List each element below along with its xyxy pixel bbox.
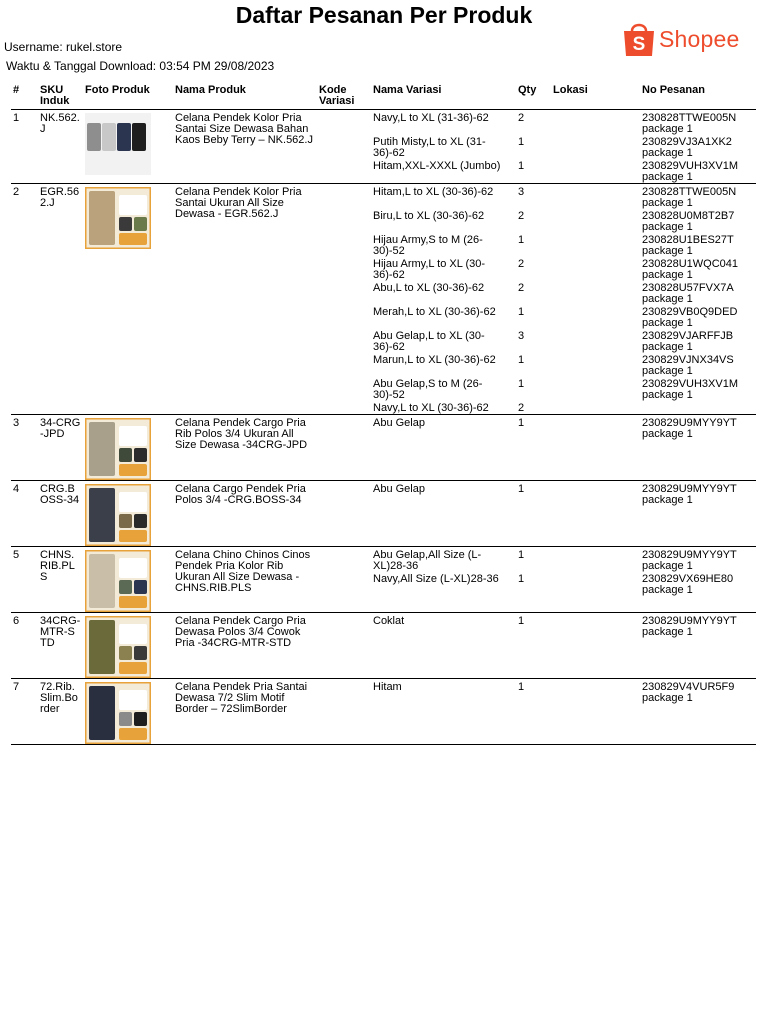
variant-name: Abu Gelap — [373, 417, 425, 429]
qty-cell — [516, 110, 551, 184]
variant-qty: 1 — [518, 417, 525, 429]
location-cell — [551, 613, 640, 679]
variant-names-cell — [371, 110, 516, 184]
table-row — [11, 184, 756, 415]
variant-qty: 3 — [518, 330, 525, 342]
variant-code-cell — [317, 679, 371, 745]
variant-names-cell — [371, 415, 516, 481]
shopee-logo-text: Shopee — [659, 25, 740, 52]
table-header-row — [11, 84, 756, 110]
row-number: 5 — [11, 547, 38, 613]
sku-cell: 34CRG-MTR-STD — [38, 613, 83, 679]
photo-cell — [83, 481, 173, 547]
variant-qty: 2 — [518, 112, 525, 124]
variant-qty: 3 — [518, 186, 525, 198]
location-cell — [551, 547, 640, 613]
order-no-cell — [640, 110, 756, 184]
variant-names-cell — [371, 481, 516, 547]
variant-qty: 1 — [518, 160, 525, 172]
row-number: 1 — [11, 110, 38, 184]
order-number: 230828U0M8T2B7 package 1 — [642, 210, 735, 233]
order-number: 230829U9MYY9YT package 1 — [642, 417, 737, 440]
variant-name: Navy,L to XL (30-36)-62 — [373, 402, 489, 414]
location-cell — [551, 481, 640, 547]
shopee-logo — [622, 20, 740, 58]
shopee-bag-icon — [622, 20, 656, 58]
variant-code-cell — [317, 184, 371, 415]
qty-cell — [516, 613, 551, 679]
sku-cell: 34-CRG-JPD — [38, 415, 83, 481]
variant-name: Hitam — [373, 681, 402, 693]
variant-name: Abu Gelap — [373, 483, 425, 495]
variant-qty: 1 — [518, 234, 525, 246]
shorts-photo — [85, 616, 151, 678]
table-row — [11, 110, 756, 184]
variant-name: Abu Gelap,L to XL (30-36)-62 — [373, 330, 485, 353]
photo-cell — [83, 547, 173, 613]
row-number: 3 — [11, 415, 38, 481]
location-cell — [551, 110, 640, 184]
username-label: Username: rukel.store — [4, 40, 123, 54]
order-number: 230828U1BES27T package 1 — [642, 234, 734, 257]
variant-name: Abu Gelap,S to M (26-30)-52 — [373, 378, 483, 401]
col-header-photo: Foto Produk — [83, 84, 173, 110]
order-number: 230828TTWE005N package 1 — [642, 112, 737, 135]
sku-cell: 72.Rib.Slim.Border — [38, 679, 83, 745]
order-number: 230829VUH3XV1M package 1 — [642, 160, 739, 183]
variant-name: Coklat — [373, 615, 405, 627]
qty-cell — [516, 415, 551, 481]
shorts-photo — [85, 682, 151, 744]
order-number: 230829U9MYY9YT package 1 — [642, 549, 737, 572]
sku-cell: NK.562.J — [38, 110, 83, 184]
qty-cell — [516, 481, 551, 547]
order-no-cell — [640, 679, 756, 745]
photo-cell — [83, 613, 173, 679]
variant-qty: 1 — [518, 549, 525, 561]
variant-name: Navy,L to XL (31-36)-62 — [373, 112, 489, 124]
variant-name: Putih Misty,L to XL (31-36)-62 — [373, 136, 486, 159]
shorts-photo — [85, 484, 151, 546]
order-no-cell — [640, 613, 756, 679]
variant-names-cell — [371, 184, 516, 415]
table-row — [11, 613, 756, 679]
product-name-cell: Celana Pendek Cargo Pria Dewasa Polos 3/4 Cowok Pria -34CRG-MTR-STD — [173, 613, 317, 679]
order-number: 230829V4VUR5F9 package 1 — [642, 681, 735, 704]
sku-cell: CHNS.RIB.PLS — [38, 547, 83, 613]
order-no-cell — [640, 415, 756, 481]
photo-cell — [83, 415, 173, 481]
table-row — [11, 415, 756, 481]
orders-table — [11, 84, 756, 745]
variant-names-cell — [371, 547, 516, 613]
variant-name: Hijau Army,S to M (26-30)-52 — [373, 234, 483, 257]
product-name-cell: Celana Chino Chinos Cinos Pendek Pria Kolor Rib Ukuran All Size Dewasa - CHNS.RIB.PLS — [173, 547, 317, 613]
sku-cell: CRG.BOSS-34 — [38, 481, 83, 547]
order-no-cell — [640, 547, 756, 613]
variant-qty: 1 — [518, 306, 525, 318]
location-cell — [551, 184, 640, 415]
order-number: 230828U57FVX7A package 1 — [642, 282, 734, 305]
variant-names-cell — [371, 679, 516, 745]
variant-qty: 2 — [518, 282, 525, 294]
order-number: 230828U1WQC041 package 1 — [642, 258, 739, 281]
row-number: 7 — [11, 679, 38, 745]
variant-qty: 1 — [518, 378, 525, 390]
download-time-label: Waktu & Tanggal Download: 03:54 PM 29/08/2023 — [6, 59, 275, 73]
col-header-location: Lokasi — [551, 84, 640, 110]
qty-cell — [516, 547, 551, 613]
location-cell — [551, 679, 640, 745]
variant-code-cell — [317, 481, 371, 547]
order-number — [642, 403, 754, 414]
shorts-photo — [85, 418, 151, 480]
order-number: 230829U9MYY9YT package 1 — [642, 483, 737, 506]
product-name-cell: Celana Pendek Kolor Pria Santai Ukuran All Size Dewasa - EGR.562.J — [173, 184, 317, 415]
variant-qty: 1 — [518, 615, 525, 627]
variant-code-cell — [317, 415, 371, 481]
col-header-variant-name: Nama Variasi — [371, 84, 516, 110]
row-number: 4 — [11, 481, 38, 547]
order-number: 230829U9MYY9YT package 1 — [642, 615, 737, 638]
table-row — [11, 481, 756, 547]
qty-cell — [516, 679, 551, 745]
product-name-cell: Celana Pendek Cargo Pria Rib Polos 3/4 Ukuran All Size Dewasa -34CRG-JPD — [173, 415, 317, 481]
photo-cell — [83, 110, 173, 184]
row-number: 6 — [11, 613, 38, 679]
variant-code-cell — [317, 110, 371, 184]
variant-name: Hitam,L to XL (30-36)-62 — [373, 186, 494, 198]
svg-text:S: S — [632, 34, 646, 55]
photo-cell — [83, 184, 173, 415]
variant-name: Merah,L to XL (30-36)-62 — [373, 306, 496, 318]
sku-cell: EGR.562.J — [38, 184, 83, 415]
variant-code-cell — [317, 613, 371, 679]
table-row — [11, 679, 756, 745]
shorts-photo — [85, 187, 151, 249]
variant-qty: 2 — [518, 402, 525, 414]
variant-name: Hijau Army,L to XL (30-36)-62 — [373, 258, 486, 281]
location-cell — [551, 415, 640, 481]
product-name-cell: Celana Pendek Pria Santai Dewasa 7/2 Slim Motif Border – 72SlimBorder — [173, 679, 317, 745]
variant-qty: 1 — [518, 136, 525, 148]
col-header-qty: Qty — [516, 84, 551, 110]
variant-qty: 1 — [518, 681, 525, 693]
order-number: 230828TTWE005N package 1 — [642, 186, 737, 209]
page-title: Daftar Pesanan Per Produk — [235, 2, 533, 28]
order-no-cell — [640, 184, 756, 415]
photo-cell — [83, 679, 173, 745]
variant-qty: 2 — [518, 258, 525, 270]
col-header-sku: SKU Induk — [38, 84, 83, 110]
product-name-cell: Celana Cargo Pendek Pria Polos 3/4 -CRG.BOSS-34 — [173, 481, 317, 547]
variant-qty: 1 — [518, 573, 525, 585]
product-name-cell: Celana Pendek Kolor Pria Santai Size Dewasa Bahan Kaos Beby Terry – NK.562.J — [173, 110, 317, 184]
variant-name: Abu,L to XL (30-36)-62 — [373, 282, 485, 294]
variant-name: Hitam,XXL-XXXL (Jumbo) — [373, 160, 501, 172]
order-number: 230829VUH3XV1M package 1 — [642, 378, 739, 401]
variant-name: Navy,All Size (L-XL)28-36 — [373, 573, 499, 585]
variant-name: Biru,L to XL (30-36)-62 — [373, 210, 485, 222]
order-no-cell — [640, 481, 756, 547]
order-number: 230829VJARFFJB package 1 — [642, 330, 734, 353]
order-number: 230829VX69HE80 package 1 — [642, 573, 734, 596]
variant-qty: 2 — [518, 210, 525, 222]
variant-names-cell — [371, 613, 516, 679]
table-row — [11, 547, 756, 613]
order-number: 230829VJ3A1XK2 package 1 — [642, 136, 732, 159]
col-header-product-name: Nama Produk — [173, 84, 317, 110]
order-number: 230829VB0Q9DED package 1 — [642, 306, 738, 329]
row-number: 2 — [11, 184, 38, 415]
order-number: 230829VJNX34VS package 1 — [642, 354, 734, 377]
variant-code-cell — [317, 547, 371, 613]
qty-cell — [516, 184, 551, 415]
col-header-order-no: No Pesanan — [640, 84, 756, 110]
col-header-variant-code: Kode Variasi — [317, 84, 371, 110]
variant-qty: 1 — [518, 483, 525, 495]
shorts-photo — [85, 113, 151, 175]
variant-name: Abu Gelap,All Size (L-XL)28-36 — [373, 549, 482, 572]
shorts-photo — [85, 550, 151, 612]
col-header-no: # — [11, 84, 38, 110]
variant-name: Marun,L to XL (30-36)-62 — [373, 354, 496, 366]
variant-qty: 1 — [518, 354, 525, 366]
